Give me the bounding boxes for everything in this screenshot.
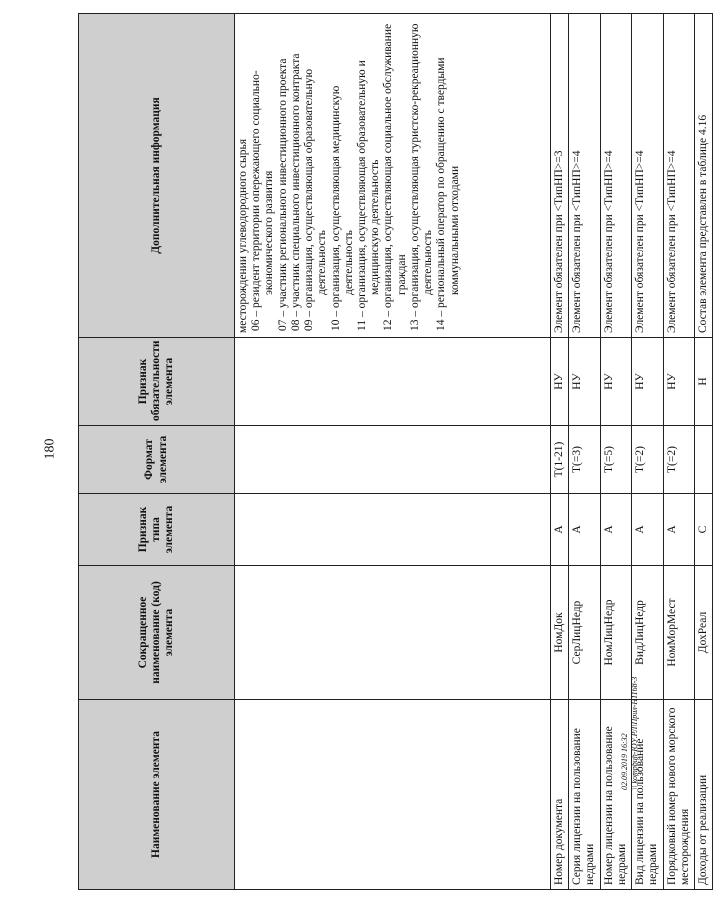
cell-element-required: НУ bbox=[551, 338, 569, 426]
header-name: Наименование элемента bbox=[79, 700, 235, 890]
cell-empty bbox=[235, 426, 551, 494]
cell-element-info: Элемент обязателен при <ТипНП>=4 bbox=[600, 14, 631, 338]
cell-element-type: А bbox=[632, 494, 663, 566]
header-type: Признак типа элемента bbox=[79, 494, 235, 566]
cell-element-format: T(=5) bbox=[600, 426, 631, 494]
cell-element-name: Номер документа bbox=[551, 700, 569, 890]
cell-element-type: А bbox=[551, 494, 569, 566]
info-line: 09 – организация, осуществляющая образовательную деятельность bbox=[303, 68, 329, 331]
table-row bbox=[694, 14, 712, 890]
table-row bbox=[551, 14, 569, 890]
cell-element-name: Номер лицензии на пользование недрами bbox=[600, 700, 631, 890]
cell-element-type: С bbox=[694, 494, 712, 566]
cell-element-name: Вид лицензии на пользование недрами bbox=[632, 700, 663, 890]
header-required: Признак обязательности элемента bbox=[79, 338, 235, 426]
cell-element-format: T(=2) bbox=[663, 426, 694, 494]
info-line: 11 – организация, осуществляющая образовательную и медицинскую деятельность bbox=[355, 60, 382, 331]
cell-element-code: ДохРеал bbox=[694, 566, 712, 700]
page-number: 180 bbox=[42, 438, 58, 460]
header-code: Сокращенное наименование (код) элемента bbox=[79, 566, 235, 700]
info-line: 10 – организация, осуществляющая медицинскую деятельность bbox=[329, 85, 355, 331]
cell-element-type: А bbox=[663, 494, 694, 566]
cell-element-info: Элемент обязателен при <ТипНП>=4 bbox=[569, 14, 600, 338]
cell-empty bbox=[235, 494, 551, 566]
info-line: месторождении углеводородного сырья bbox=[237, 138, 249, 333]
table-row bbox=[663, 14, 694, 890]
cell-element-info: Элемент обязателен при <ТипНП>=4 bbox=[663, 14, 694, 338]
cell-element-required: НУ bbox=[569, 338, 600, 426]
cell-element-info: Элемент обязателен при <ТипНП>=4 bbox=[632, 14, 663, 338]
cell-element-code: НомЛицНедр bbox=[600, 566, 631, 700]
info-line: 13 – организация, осуществляющая туристско-рекреационную деятельность bbox=[408, 23, 435, 331]
cell-element-code: СерЛицНедр bbox=[569, 566, 600, 700]
cell-element-required: НУ bbox=[632, 338, 663, 426]
info-line: 07 – участник регионального инвестиционного проекта bbox=[276, 58, 289, 331]
table-row bbox=[632, 14, 663, 890]
continuation-row bbox=[235, 14, 551, 890]
cell-empty bbox=[235, 338, 551, 426]
table-row bbox=[600, 14, 631, 890]
cell-element-name: Порядковый номер нового морского месторождения bbox=[663, 700, 694, 890]
cell-element-required: Н bbox=[694, 338, 712, 426]
cell-element-name: Доходы от реализации bbox=[694, 700, 712, 890]
cell-element-code: НомМорМест bbox=[663, 566, 694, 700]
info-line: 12 – организация, осуществляющая социальное обслуживание граждан bbox=[382, 23, 408, 331]
cell-element-format: T(=2) bbox=[632, 426, 663, 494]
header-info: Дополнительная информация bbox=[79, 14, 235, 338]
elements-table bbox=[78, 13, 713, 890]
cell-empty bbox=[235, 700, 551, 890]
table-row bbox=[569, 14, 600, 890]
cell-element-required: НУ bbox=[600, 338, 631, 426]
continuation-info-cell bbox=[235, 14, 551, 338]
cell-element-type: А bbox=[569, 494, 600, 566]
info-line: 14 – региональный оператор по обращению с твердыми коммунальными отходами bbox=[435, 57, 461, 331]
info-line: 08 – участник специального инвестиционного контракта bbox=[289, 53, 302, 331]
footer-path: \\ kompbuh-ЮУ.РЛ\Прил-Н1168-3 bbox=[630, 676, 639, 790]
cell-element-format: T(=3) bbox=[569, 426, 600, 494]
header-format: Формат элемента bbox=[79, 426, 235, 494]
cell-element-code: НомДок bbox=[551, 566, 569, 700]
cell-empty bbox=[235, 566, 551, 700]
footer-date: 02.09.2019 16:32 bbox=[620, 733, 629, 790]
cell-element-format bbox=[694, 426, 712, 494]
cell-element-required: НУ bbox=[663, 338, 694, 426]
cell-element-info: Состав элемента представлен в таблице 4.16 bbox=[694, 14, 712, 338]
header-row bbox=[79, 14, 235, 890]
cell-element-code: ВидЛицНедр bbox=[632, 566, 663, 700]
cell-element-format: T(1-21) bbox=[551, 426, 569, 494]
info-line: 06 – резидент территории опережающего социально-экономического развития bbox=[250, 70, 276, 331]
cell-element-info: Элемент обязателен при <ТипНП>=3 bbox=[551, 14, 569, 338]
cell-element-type: А bbox=[600, 494, 631, 566]
cell-element-name: Серия лицензии на пользование недрами bbox=[569, 700, 600, 890]
